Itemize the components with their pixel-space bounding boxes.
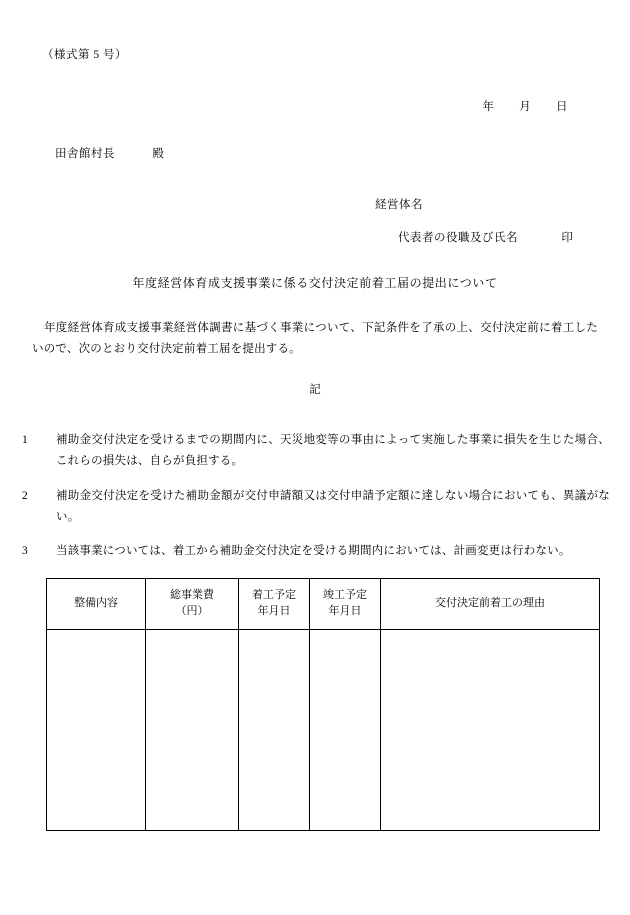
date-year: 年 <box>482 101 495 113</box>
item-text: 補助金交付決定を受けた補助金額が交付申請額又は交付申請予定額に達しない場合においても、異議がない。 <box>56 489 610 523</box>
condition-list <box>18 430 610 575</box>
details-table-wrapper <box>46 578 584 831</box>
table-header-cell-maintenance <box>47 579 146 630</box>
form-number: （様式第 5 号） <box>42 49 127 61</box>
header-line: 年月日 <box>257 605 291 617</box>
header-line: 総事業費 <box>170 589 214 602</box>
table-row <box>47 630 600 831</box>
header-line: 交付決定前着工の理由 <box>435 597 545 610</box>
table-cell-maintenance[interactable] <box>47 630 146 831</box>
addressee-honorific: 殿 <box>152 148 165 160</box>
table-header-cell-completion-date <box>310 579 381 630</box>
table-cell-reason[interactable] <box>381 630 600 831</box>
item-number: 2 <box>22 489 28 502</box>
table-header-row <box>47 579 600 630</box>
addressee <box>55 145 164 161</box>
item-text: 当該事業については、着工から補助金交付決定を受ける期間内においては、計画変更は行わない。 <box>56 545 571 558</box>
item-text: 補助金交付決定を受けるまでの期間内に、天災地変等の事由によって実施した事業に損失を生じた場合、これらの損失は、自らが負担する。 <box>56 434 610 468</box>
table-cell-total-cost[interactable] <box>146 630 239 831</box>
date-day: 日 <box>556 101 568 113</box>
header-line: 竣工予定 <box>323 589 367 602</box>
header-line: （円） <box>175 605 209 617</box>
ki-mark: 記 <box>309 384 321 396</box>
body-paragraph: 年度経営体育成支援事業経営体調書に基づく事業について、下記条件を了承の上、交付決定前に着工したいので、次のとおり交付決定前着工届を提出する。 <box>32 322 598 356</box>
seal-mark: 印 <box>561 232 574 244</box>
date-line <box>0 98 568 114</box>
representative-line <box>398 229 573 245</box>
table-cell-start-date[interactable] <box>239 630 310 831</box>
list-item <box>18 430 610 473</box>
header-line: 年月日 <box>328 605 362 617</box>
date-month: 月 <box>519 101 532 113</box>
list-item <box>18 486 610 529</box>
header-line: 整備内容 <box>74 597 118 610</box>
item-number: 1 <box>22 434 28 446</box>
list-item <box>18 541 610 562</box>
addressee-name: 田舎館村長 <box>55 148 115 160</box>
table-header-cell-total-cost <box>146 579 239 630</box>
details-table <box>46 578 600 831</box>
document-title: 年度経営体育成支援事業に係る交付決定前着工届の提出について <box>132 276 498 290</box>
entity-name-label: 経営体名 <box>375 199 423 211</box>
header-line: 着工予定 <box>252 589 296 602</box>
table-header-cell-start-date <box>239 579 310 630</box>
representative-label: 代表者の役職及び氏名 <box>398 232 518 244</box>
item-number: 3 <box>22 545 28 558</box>
table-cell-completion-date[interactable] <box>310 630 381 831</box>
table-header-cell-reason <box>381 579 600 630</box>
